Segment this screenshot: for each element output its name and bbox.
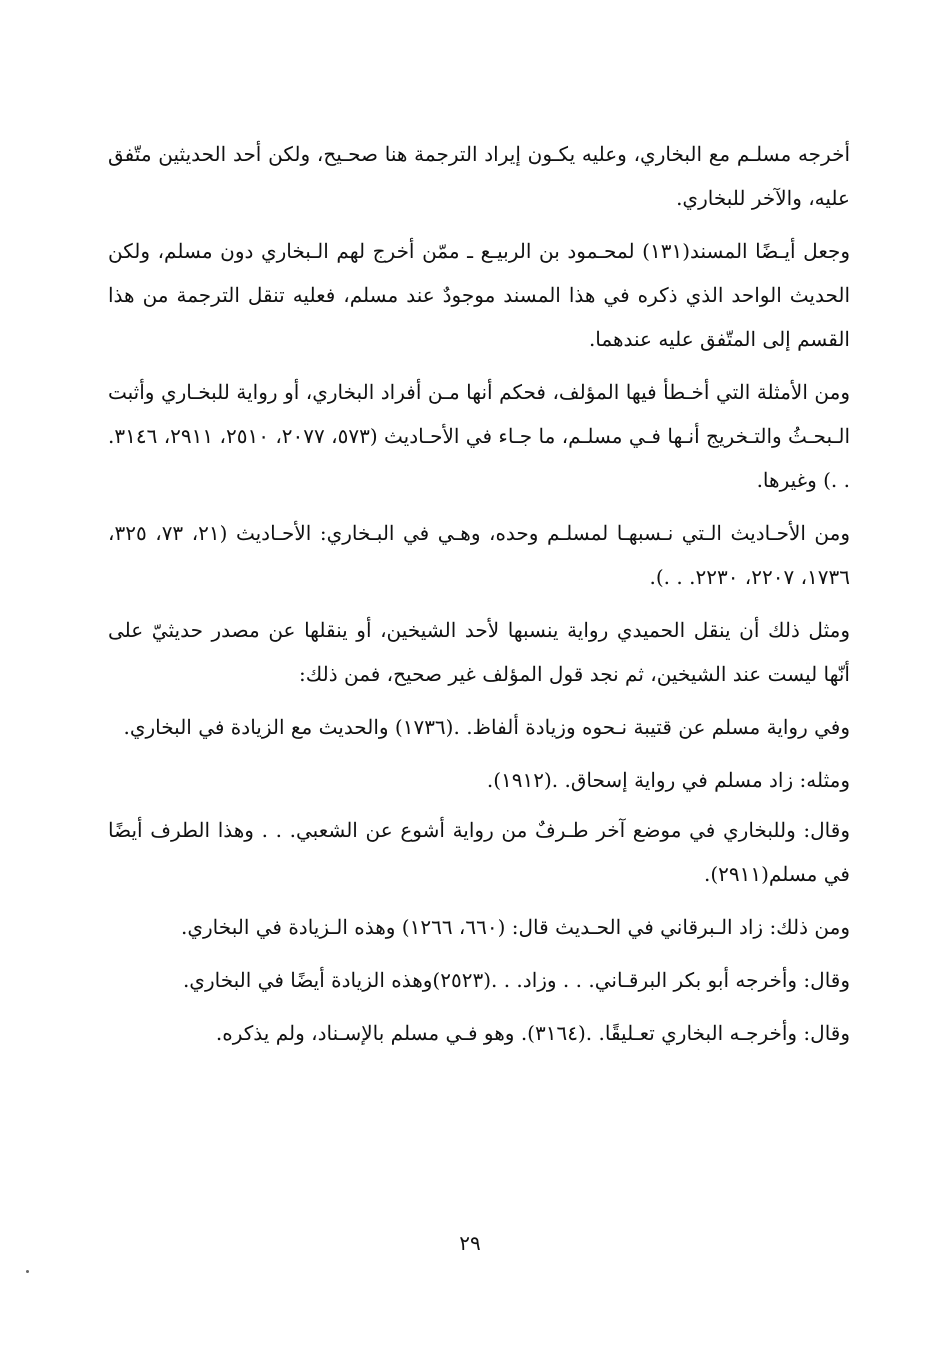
paragraph-3: ومن الأمثلة التي أخـطأ فيها المؤلف، فحكم أنها مـن أفراد البخاري، أو رواية للبخـاري وأثبت الـبحـثُ والتـخريج أنـها فـي مسلـم، ما جـاء في الأحـاديث (٥٧٣، ٢٠٧٧، ٢٥١٠، ٢٩١١، ٣١٤٦. . .) وغيرها. [108, 380, 851, 492]
paragraph-6: وفي رواية مسلم عن قتيبة نـحوه وزيادة ألفاظ. .(١٧٣٦) والحديث مع الزيادة في البخاري. [123, 715, 850, 739]
paragraph-2: وجعل أيـضًا المسند(١٣١) لمحـمود بن الربيـع ـ ممّن أخرج لهم الـبخاري دون مسلم، ولكن الحديث الواحد الذي ذكره في هذا المسند موجودٌ عند مسلم، فعليه تنقل الترجمة من هذا القسم إلى المتّفق عليه عندهما. [108, 239, 850, 351]
body-text [108, 132, 850, 1064]
paragraph-4: ومن الأحـاديث الـتي نـسبهـا لمسلـم وحده، وهـي في البـخاري: الأحـاديث (٢١، ٧٣، ٣٢٥، ١٧٣٦، ٢٢٠٧، ٢٢٣٠. . .). [108, 521, 851, 589]
paragraph-5: ومثل ذلك أن ينقل الحميدي رواية ينسبها لأحد الشيخين، أو ينقلها عن مصدر حديثيّ على أنّها ليست عند الشيخين، ثم نجد قول المؤلف غير صحيح، فمن ذلك: [108, 618, 850, 686]
paragraph-10: وقال: وأخرجه أبو بكر البرقـاني. . . وزاد. . .(٢٥٢٣)وهذه الزيادة أيضًا في البخاري. [182, 968, 850, 992]
paragraph-1: أخرجه مسلـم مع البخاري، وعليه يكـون إيراد الترجمة هنا صحـيح، ولكن أحد الحديثين متّفق عليه، والآخر للبخاري. [108, 142, 850, 210]
paragraph-11: وقال: وأخرجـه البخاري تعـليقًا. .(٣١٦٤). وهو فـي مسلم بالإسـناد، ولم يذكره. [215, 1021, 850, 1045]
paragraph-9: ومن ذلك: زاد الـبرقاني في الحـديث قال: (٦٦٠، ١٢٦٦) وهذه الـزيادة في البخاري. [181, 915, 850, 939]
page-number: ٢٩ [459, 1231, 481, 1255]
scan-speck [26, 1270, 29, 1273]
paragraph-8: وقال: وللبخاري في موضع آخر طـرفٌ من رواية أشوع عن الشعبي. . . وهذا الطرف أيضًا في مسلم(٢٩١١). [108, 818, 850, 886]
paragraph-7: ومثله: زاد مسلم في رواية إسحاق. .(١٩١٢). [486, 768, 850, 792]
